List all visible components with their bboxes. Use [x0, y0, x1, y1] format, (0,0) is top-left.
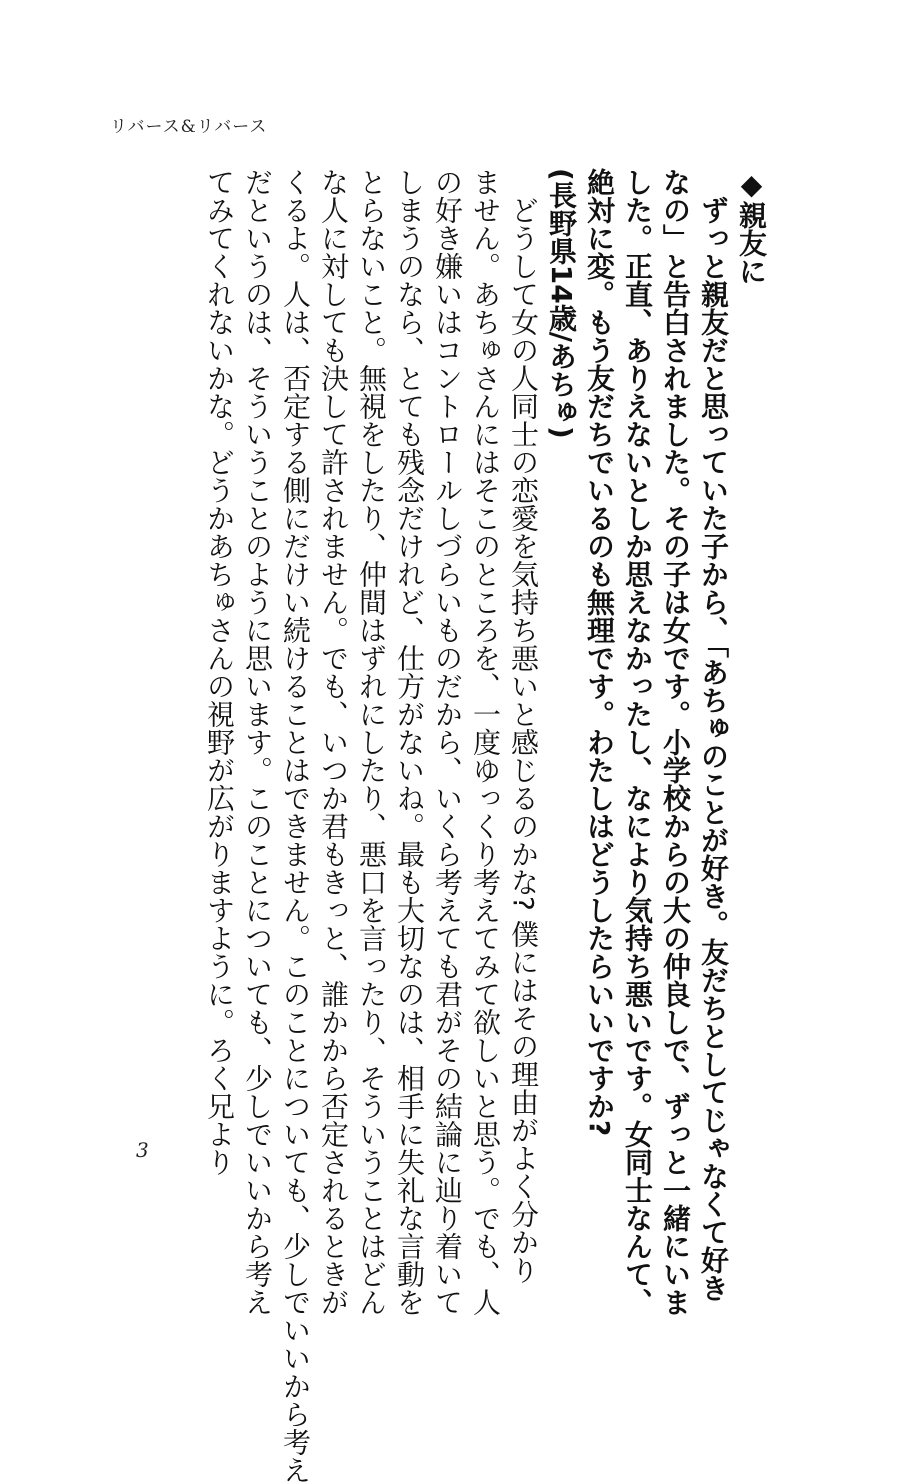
letter-line: 絶対に変。もう友だちでいるのも無理です。わたしはどうしたらいいですか? — [583, 168, 616, 1137]
letter-line: ずっと親友だと思っていた子から、「あちゅのことが好き。友だちとしてじゃなくて好き — [697, 196, 730, 1302]
reply-line: だというのは、そういうことのように思います。このことについても、少しでいいから考え — [241, 168, 274, 1316]
reply-line: てみてくれないかな。どうかあちゅさんの視野が広がりますように。ろく兄より — [203, 168, 236, 1176]
reply-line: ません。あちゅさんにはそこのところを、一度ゆっくり考えてみて欲しいと思う。でも、人 — [469, 168, 502, 1316]
letter-line: なの」と告白されました。その子は女です。小学校からの大の仲良しで、ずっと一緒にいま — [659, 168, 692, 1316]
reply-line: しまうのなら、とても残念だけれど、仕方がないね。最も大切なのは、相手に失礼な言動を — [393, 168, 426, 1316]
letter-heading: ◆親友に — [735, 168, 768, 285]
running-head: リバース&リバース — [110, 117, 268, 137]
reply-line: とらないこと。無視をしたり、仲間はずれにしたり、悪口を言ったり、そういうことはどん — [355, 168, 388, 1316]
letter-signature: (長野県14歳/あちゅ) — [545, 168, 578, 439]
reply-line: くるよ。人は、否定する側にだけい続けることはできません。このことについても、少しでいいから考え — [279, 168, 312, 1484]
reply-line: な人に対しても決して許されません。でも、いつか君もきっと、誰かから否定されるときが — [317, 168, 350, 1316]
reply-line: の好き嫌いはコントロールしづらいものだから、いくら考えても君がその結論に辿り着いて — [431, 168, 464, 1316]
reply-line: どうして女の人同士の恋愛を気持ち悪いと感じるのかな? 僕にはその理由がよく分かり — [507, 196, 540, 1284]
letter-line: した。正直、ありえないとしか思えなかったし、なにより気持ち悪いです。女同士なんて、 — [621, 168, 654, 1316]
page-number: 3 — [136, 1138, 149, 1162]
